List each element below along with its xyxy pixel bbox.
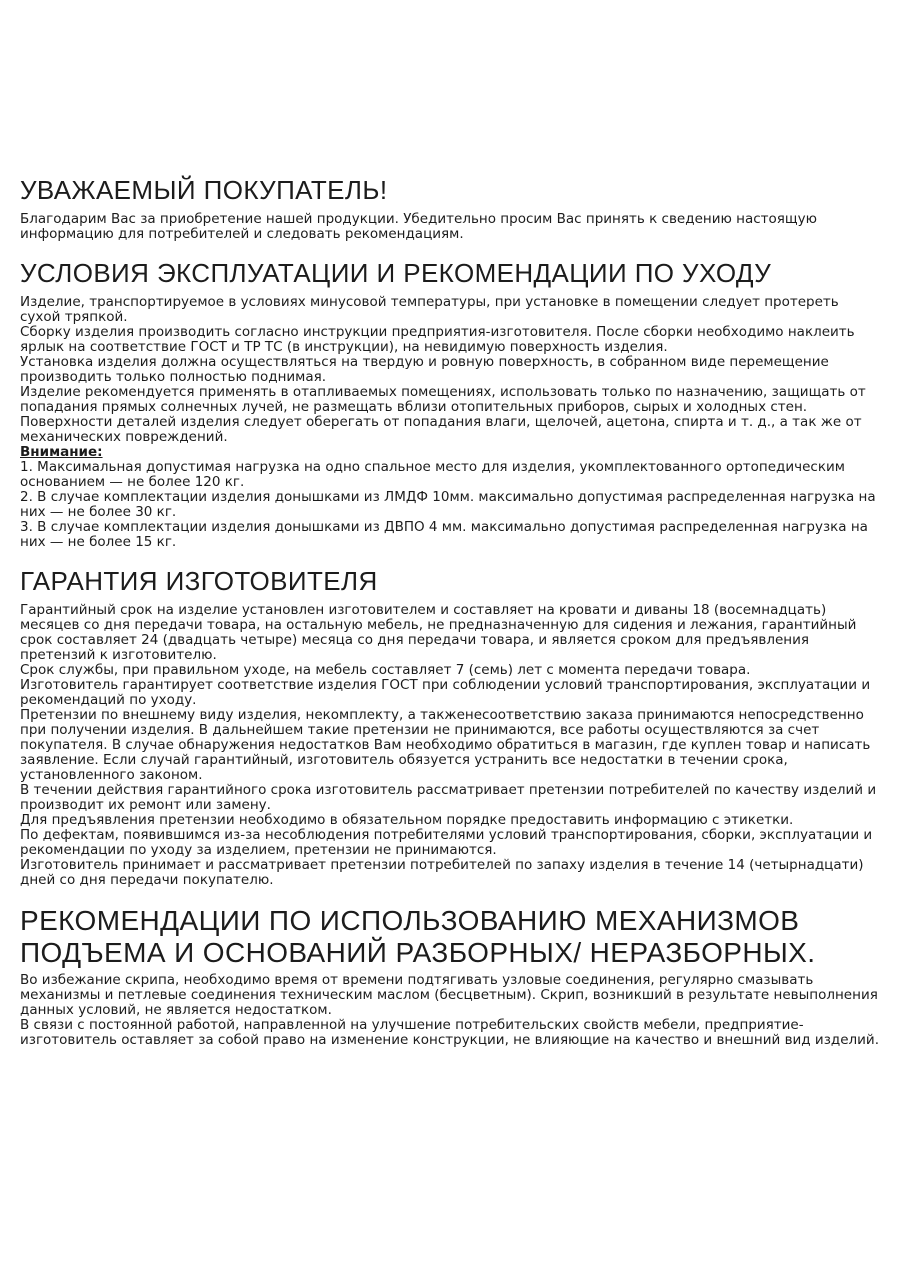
attention-item: 3. В случае комплектации изделия донышками из ДВПО 4 мм. максимально допустимая распределенная нагрузка на них — не более 15 кг. (20, 518, 868, 550)
paragraph: В связи с постоянной работой, направленной на улучшение потребительских свойств мебели, предприятие-изготовитель оставляет за собой право на изменение конструкции, не влияющие на качество и внешний вид изделий. (20, 1017, 879, 1049)
paragraph: Изделие рекомендуется применять в отапливаемых помещениях, использовать только по назначению, защищать от попадания прямых солнечных лучей, не размещать вблизи отопительных приборов, сырых и холодных стен. (20, 383, 866, 415)
paragraph: Поверхности деталей изделия следует оберегать от попадания влаги, щелочей, ацетона, спирта и т. д., а так же от механических повреждений. (20, 413, 862, 445)
attention-item: 2. В случае комплектации изделия донышками из ЛМДФ 10мм. максимально допустимая распределенная нагрузка на них — не более 30 кг. (20, 488, 876, 520)
paragraph: Срок службы, при правильном уходе, на мебель составляет 7 (семь) лет с момента передачи товара. (20, 661, 751, 678)
paragraph: Для предъявления претензии необходимо в обязательном порядке предоставить информацию с этикетки. (20, 811, 794, 828)
section-warranty (20, 567, 882, 888)
paragraph: Во избежание скрипа, необходимо время от времени подтягивать узловые соединения, регулярно смазывать механизмы и петлевые соединения техническим маслом (бесцветным). Скрип, возникший в результате невыполнения данных условий, не является недостатком. (20, 972, 878, 1019)
section-mechanisms-heading: РЕКОМЕНДАЦИИ ПО ИСПОЛЬЗОВАНИЮ МЕХАНИЗМОВ ПОДЪЕМА И ОСНОВАНИЙ РАЗБОРНЫХ/ НЕРАЗБОРНЫХ. (20, 904, 816, 968)
section-usage-conditions-heading: УСЛОВИЯ ЭКСПЛУАТАЦИИ И РЕКОМЕНДАЦИИ ПО УХОДУ (20, 257, 772, 288)
paragraph: По дефектам, появившимся из-за несоблюдения потребителями условий транспортирования, сборки, эксплуатации и рекомендации по уходу за изделием, претензии не принимаются. (20, 826, 873, 858)
section-warranty-heading: ГАРАНТИЯ ИЗГОТОВИТЕЛЯ (20, 565, 378, 596)
section-greeting (20, 176, 882, 242)
paragraph: Претензии по внешнему виду изделия, некомплекту, а такженесоответствию заказа принимаются непосредственно при получении изделия. В дальнейшем такие претензии не принимаются, все работы осуществляются за счет покупателя. В случае обнаружения недостатков Вам необходимо обратиться в магазин, где куплен товар и написать заявление. Если случай гарантийный, изготовитель обязуется устранить все недостатки в течении срока, установленного законом. (20, 706, 871, 783)
section-mechanisms (20, 905, 882, 1048)
section-usage-conditions-body (20, 295, 882, 550)
section-usage-conditions (20, 259, 882, 550)
paragraph: Сборку изделия производить согласно инструкции предприятия-изготовителя. После сборки необходимо наклеить ярлык на соответствие ГОСТ и ТР ТС (в инструкции), на невидимую поверхность изделия. (20, 323, 855, 355)
section-greeting-heading: УВАЖАЕМЫЙ ПОКУПАТЕЛЬ! (20, 175, 388, 205)
section-warranty-body (20, 603, 882, 888)
paragraph: Изделие, транспортируемое в условиях минусовой температуры, при установке в помещении следует протереть сухой тряпкой. (20, 293, 839, 325)
paragraph: Гарантийный срок на изделие установлен изготовителем и составляет на кровати и диваны 18 (восемнадцать) месяцев со дня передачи товара, на остальную мебель, не предназначенную для сидения и лежания, гарантийный срок составляет 24 (двадцать четыре) месяца со дня передачи товара, и является сроком для предъявления претензий к изготовителю. (20, 601, 857, 663)
paragraph: Установка изделия должна осуществляться на твердую и ровную поверхность, в собранном виде перемещение производить только полностью поднимая. (20, 353, 829, 385)
section-greeting-body (20, 212, 882, 242)
paragraph: В течении действия гарантийного срока изготовитель рассматривает претензии потребителей по качеству изделий и производит их ремонт или замену. (20, 781, 877, 813)
paragraph: Благодарим Вас за приобретение нашей продукции. Убедительно просим Вас принять к сведению настоящую информацию для потребителей и следовать рекомендациям. (20, 210, 817, 242)
section-mechanisms-body (20, 973, 882, 1048)
paragraph: Изготовитель гарантирует соответствие изделия ГОСТ при соблюдении условий транспортирования, эксплуатации и рекомендаций по уходу. (20, 676, 871, 708)
attention-label: Внимание: (20, 443, 103, 460)
attention-item: 1. Максимальная допустимая нагрузка на одно спальное место для изделия, укомплектованного ортопедическим основанием — не более 120 кг. (20, 458, 845, 490)
paragraph: Изготовитель принимает и рассматривает претензии потребителей по запаху изделия в течение 14 (четырнадцати) дней со дня передачи покупателю. (20, 856, 864, 888)
